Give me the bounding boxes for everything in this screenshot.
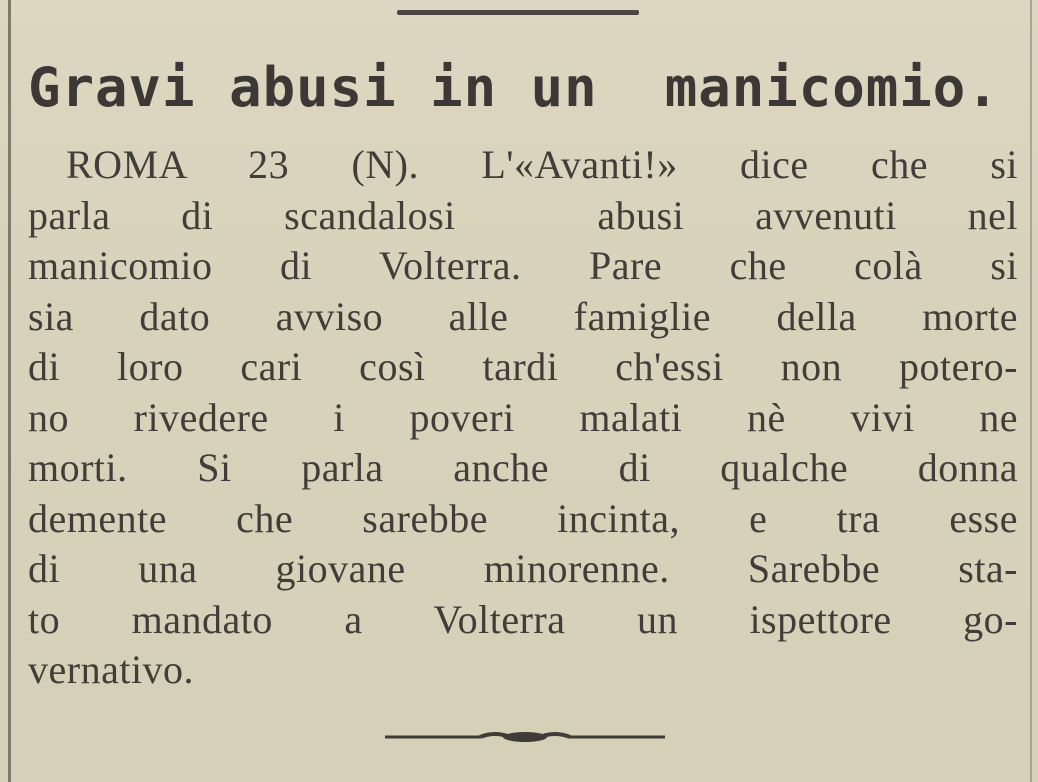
article-line: demente che sarebbe incinta, e tra esse xyxy=(28,495,1018,541)
column-rule-right xyxy=(1030,0,1032,782)
column-rule-left xyxy=(8,0,11,782)
article-line: di una giovane minorenne. Sarebbe sta- xyxy=(28,546,1018,591)
article-line: manicomio di Volterra. Pare che colà si xyxy=(28,243,1018,288)
top-separator-rule xyxy=(397,10,639,15)
article-line: sia dato avviso alle famiglie della morte xyxy=(28,293,1018,339)
article-body xyxy=(28,140,1018,696)
article-line: no rivedere i poveri malati nè vivi ne xyxy=(28,394,1018,440)
article-line: morti. Si parla anche di qualche donna xyxy=(28,445,1018,490)
end-ornament-icon xyxy=(385,728,665,746)
article-line: vernativo. xyxy=(28,647,195,692)
article-line: parla di scandalosi abusi avvenuti nel xyxy=(28,192,1018,238)
article-line: di loro cari così tardi ch'essi non potero- xyxy=(28,344,1018,389)
article-line: to mandato a Volterra un ispettore go- xyxy=(28,596,1018,642)
article-headline: Gravi abusi in un manicomio. xyxy=(28,56,1000,119)
article-line: ROMA 23 (N). L'«Avanti!» dice che si xyxy=(66,142,1018,187)
